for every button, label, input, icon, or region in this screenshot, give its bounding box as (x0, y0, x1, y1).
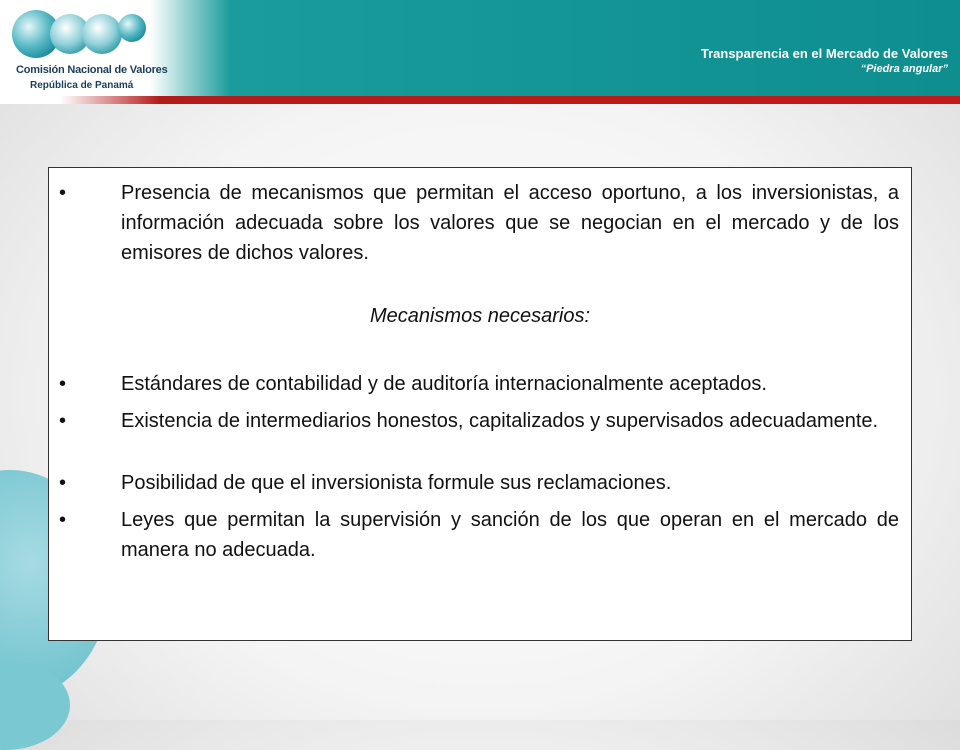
logo-text-line1: Comisión Nacional de Valores (16, 64, 168, 76)
list-item (49, 468, 911, 498)
list-item (49, 505, 911, 565)
list-item-text: Estándares de contabilidad y de auditoría internacionalmente aceptados. (121, 373, 767, 395)
bullet-icon: • (59, 410, 67, 432)
list-item (49, 369, 911, 399)
list-item-text: Posibilidad de que el inversionista formule sus reclamaciones. (121, 472, 672, 494)
header-bar (0, 0, 960, 96)
list-item-text: Leyes que permitan la supervisión y sanción de los que operan en el mercado de manera no adecuada. (121, 509, 899, 561)
header-accent-bar (0, 96, 960, 104)
bullet-icon: • (59, 182, 67, 204)
bullet-icon: • (59, 373, 67, 395)
list-item-text: Existencia de intermediarios honestos, capitalizados y supervisados adecuadamente. (121, 410, 879, 432)
content-box (48, 167, 912, 641)
header-title: Transparencia en el Mercado de Valores (700, 46, 948, 61)
mechanisms-heading: Mecanismos necesarios: (369, 305, 591, 327)
logo-text-line2: República de Panamá (30, 80, 134, 91)
header-subtitle: “Piedra angular” (860, 63, 948, 75)
intro-item (49, 178, 911, 268)
cnv-logo (8, 4, 168, 96)
bullet-icon: • (59, 509, 67, 531)
list-item (49, 406, 911, 466)
bullet-icon: • (59, 472, 67, 494)
intro-text: Presencia de mecanismos que permitan el acceso oportuno, a los inversionistas, a información adecuada sobre los valores que se negocian en el mercado y de los emisores de dichos valores. (121, 182, 899, 264)
logo-circles-icon (8, 4, 158, 64)
